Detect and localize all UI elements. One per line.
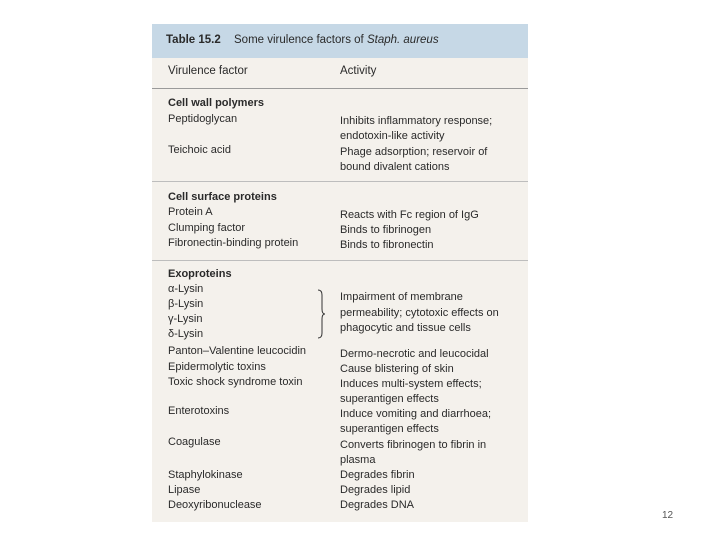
column-header-activity: Activity	[340, 65, 377, 77]
activity-epidermolytic: Cause blistering of skin	[340, 363, 454, 375]
brace-icon	[316, 289, 326, 339]
slide-page-number: 12	[662, 510, 674, 521]
activity-teichoic-2: bound divalent cations	[340, 161, 450, 173]
table-photo	[152, 24, 528, 522]
factor-clumping: Clumping factor	[168, 222, 246, 234]
activity-protein-a: Reacts with Fc region of IgG	[340, 209, 479, 221]
activity-fibronectin: Binds to fibronectin	[340, 239, 434, 251]
activity-enterotoxins-1: Induce vomiting and diarrhoea;	[340, 408, 492, 420]
factor-staphylokinase: Staphylokinase	[168, 469, 243, 481]
factor-epidermolytic: Epidermolytic toxins	[168, 361, 266, 373]
factor-fibronectin: Fibronectin-binding protein	[168, 237, 299, 249]
factor-teichoic-acid: Teichoic acid	[168, 144, 231, 156]
activity-coagulase-1: Converts fibrinogen to fibrin in	[340, 439, 487, 451]
activity-peptidoglycan-2: endotoxin-like activity	[340, 130, 445, 142]
factor-tss-toxin: Toxic shock syndrome toxin	[168, 376, 303, 388]
activity-lysin-3: phagocytic and tissue cells	[340, 322, 471, 334]
activity-peptidoglycan-1: Inhibits inflammatory response;	[340, 115, 493, 127]
activity-tss-1: Induces multi-system effects;	[340, 378, 482, 390]
factor-beta-lysin: β-Lysin	[168, 298, 204, 310]
factor-alpha-lysin: α-Lysin	[168, 283, 204, 295]
section-heading-cell-wall: Cell wall polymers	[168, 97, 264, 109]
activity-coagulase-2: plasma	[340, 454, 376, 466]
section-heading-surface: Cell surface proteins	[168, 191, 277, 203]
factor-coagulase: Coagulase	[168, 436, 221, 448]
activity-enterotoxins-2: superantigen effects	[340, 423, 439, 435]
activity-teichoic-1: Phage adsorption; reservoir of	[340, 146, 488, 158]
factor-gamma-lysin: γ-Lysin	[168, 313, 203, 325]
factor-delta-lysin: δ-Lysin	[168, 328, 204, 340]
factor-peptidoglycan: Peptidoglycan	[168, 113, 238, 125]
organism-name: Staph. aureus	[366, 34, 439, 46]
activity-lipase: Degrades lipid	[340, 484, 411, 496]
activity-dnase: Degrades DNA	[340, 499, 414, 511]
factor-dnase: Deoxyribonuclease	[168, 499, 262, 511]
section-rule	[152, 181, 528, 182]
activity-clumping: Binds to fibrinogen	[340, 224, 432, 236]
factor-lipase: Lipase	[168, 484, 201, 496]
column-header-factor: Virulence factor	[168, 65, 248, 77]
table-title-bar	[152, 24, 528, 58]
table-number: Table 15.2	[166, 34, 221, 46]
header-rule	[152, 88, 528, 89]
factor-enterotoxins: Enterotoxins	[168, 405, 230, 417]
activity-pvl: Dermo-necrotic and leucocidal	[340, 348, 489, 360]
factor-protein-a: Protein A	[168, 206, 213, 218]
activity-lysin-2: permeability; cytotoxic effects on	[340, 307, 499, 319]
activity-lysin-1: Impairment of membrane	[340, 291, 463, 303]
factor-pvl: Panton–Valentine leucocidin	[168, 345, 307, 357]
section-rule	[152, 260, 528, 261]
table-caption: Some virulence factors of Staph. aureus	[234, 34, 439, 46]
section-heading-exoproteins: Exoproteins	[168, 268, 232, 280]
activity-tss-2: superantigen effects	[340, 393, 439, 405]
activity-staphylokinase: Degrades fibrin	[340, 469, 415, 481]
